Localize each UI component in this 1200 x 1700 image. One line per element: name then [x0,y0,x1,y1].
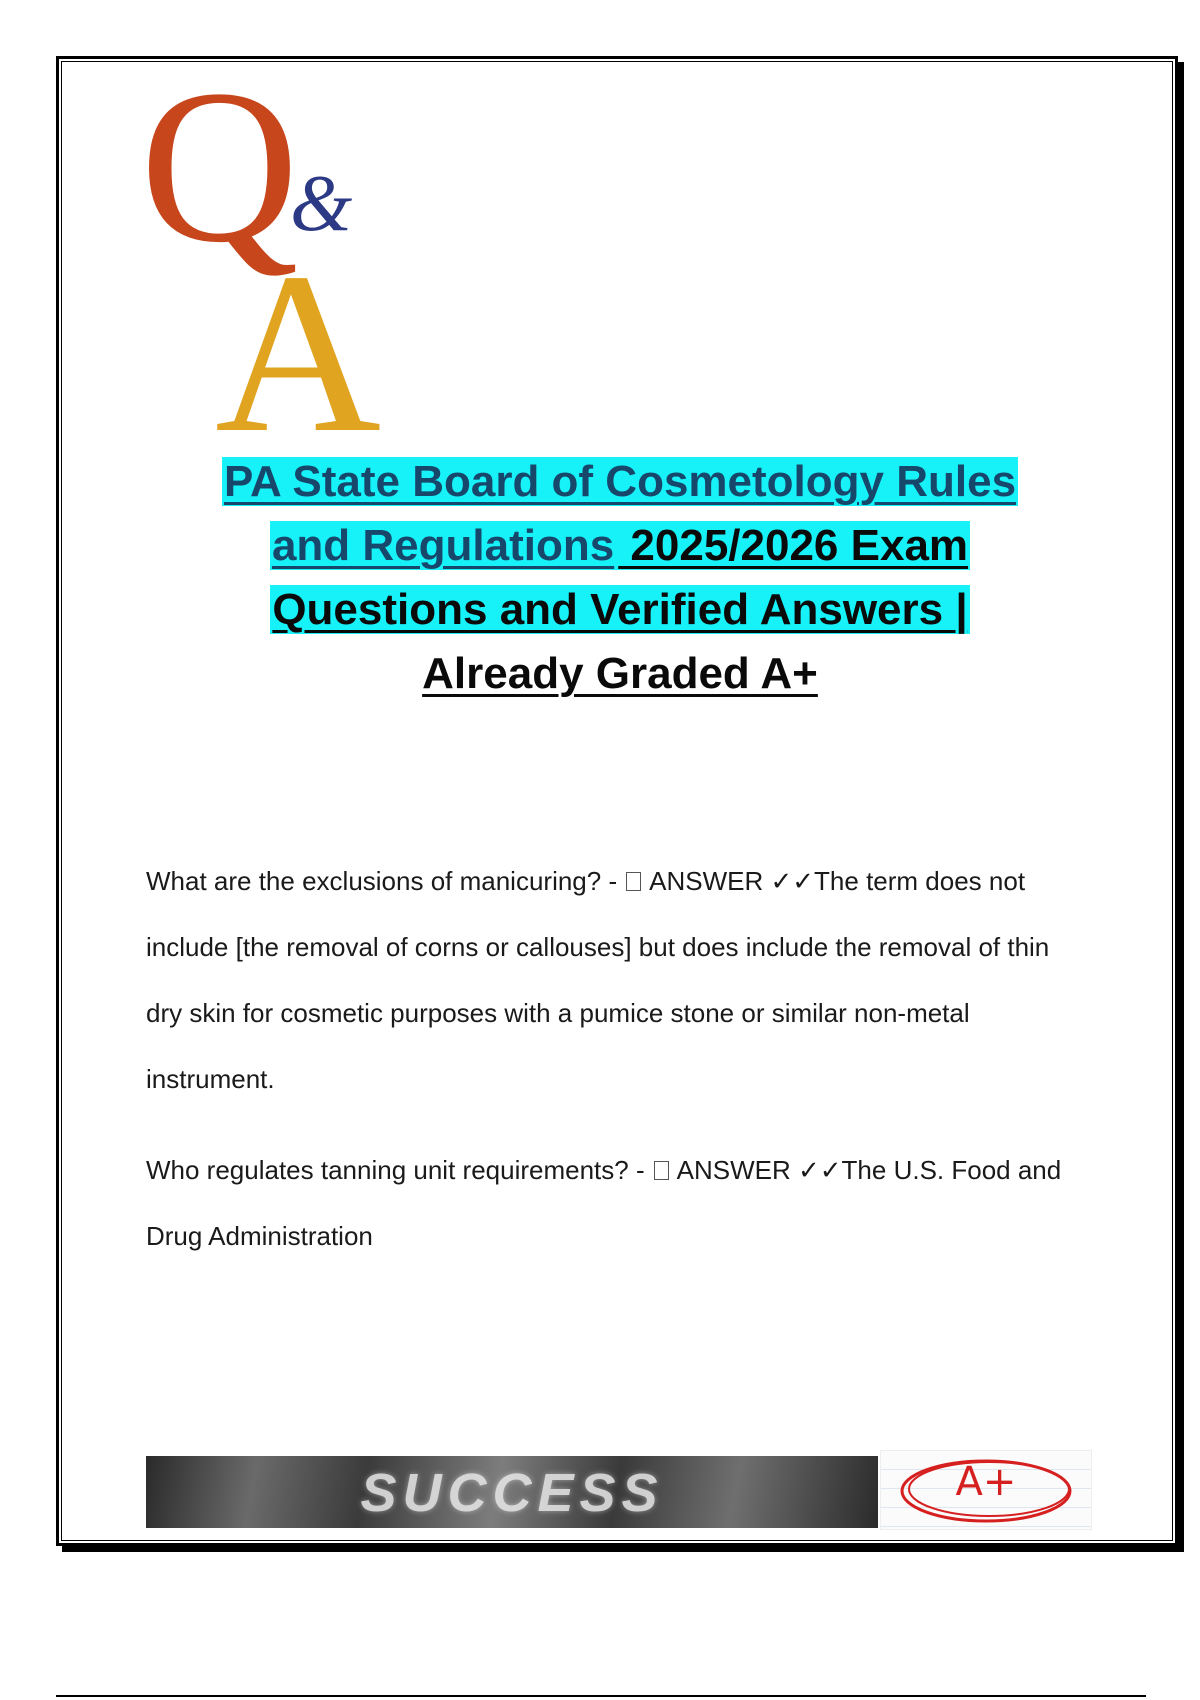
question-text: What are the exclusions of manicuring? - [146,866,625,896]
logo-letter-a: A [215,225,382,450]
answer-label: ANSWER ✓✓ [670,1155,842,1185]
title-line-2b: 2025/2026 Exam [618,521,969,570]
answer-label: ANSWER ✓✓ [643,866,815,896]
title-line-2a: and Regulations [271,521,615,570]
box-icon [626,872,641,891]
bottom-rule [56,1695,1146,1697]
document-title [150,450,1090,706]
grade-text: A+ [955,1459,1017,1505]
question-text: Who regulates tanning unit requirements? - [146,1155,652,1185]
success-banner [146,1456,878,1528]
answer-text: The U.S. Food and Drug Administration [146,1155,1062,1251]
title-line-4: Already Graded A+ [422,649,818,698]
logo-letter-q: Q [140,70,299,288]
qa-item-1 [146,848,1086,1112]
qa-item-2 [146,1137,1086,1269]
grade-card [880,1450,1092,1530]
title-line-3: Questions and Verified Answers | [272,585,968,634]
title-line-1: PA State Board of Cosmetology Rules [223,457,1017,506]
qa-logo [140,70,420,450]
success-banner-text: SUCCESS [360,1463,664,1523]
logo-ampersand: & [290,160,353,248]
answer-text: The term does not include [the removal of corns or callouses] but does include the removal of thin dry skin for cosmetic purposes with a pumice stone or similar non-metal instrument. [146,866,1050,1094]
box-icon [654,1161,669,1180]
